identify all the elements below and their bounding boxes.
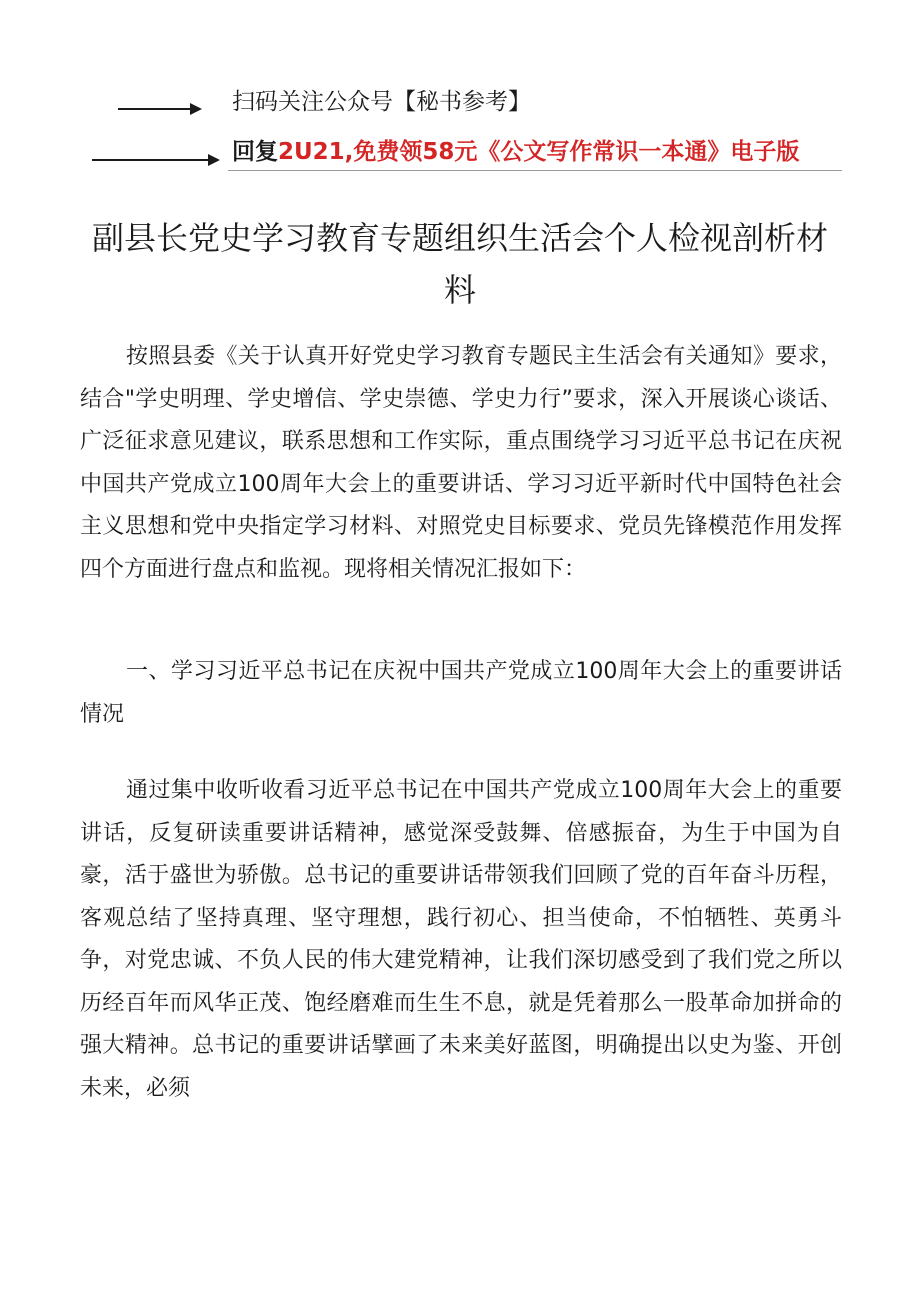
promo-reply-prefix: 回复 [232, 139, 278, 165]
promo-reply-text [232, 137, 799, 167]
section-heading-1: 一、学习习近平总书记在庆祝中国共产党成立100周年大会上的重要讲话情况 [80, 659, 842, 727]
paragraph-intro: 按照县委《关于认真开好党史学习教育专题民主生活会有关通知》要求，结合"学史明理、学史增信、学史崇德、学史力行”要求，深入开展谈心谈话、广泛征求意见建议，联系思想和工作实际，重点围绕学习习近平总书记在庆祝中国共产党成立100周年大会上的重要讲话、学习习近平新时代中国特色社会主义思想和党中央指定学习材料、对照党史目标要求、党员先锋模范作用发挥四个方面进行盘点和监视。现将相关情况汇报如下： [80, 344, 842, 582]
promo-reply-offer: 2U21,免费领58元《公文写作常识一本通》电子版 [278, 139, 800, 165]
arrow-icon [118, 108, 190, 110]
header-divider [228, 170, 842, 171]
document-title: 副县长党史学习教育专题组织生活会个人检视剖析材料 [91, 219, 828, 309]
arrow-icon [92, 159, 208, 161]
paragraph-body: 通过集中收听收看习近平总书记在中国共产党成立100周年大会上的重要讲话，反复研读重要讲话精神，感觉深受鼓舞、倍感振奋，为生于中国为自豪，活于盛世为骄傲。总书记的重要讲话带领我们回顾了党的百年奋斗历程，客观总结了坚持真理、坚守理想，践行初心、担当使命，不怕牺牲、英勇斗争，对党忠诚、不负人民的伟大建党精神，让我们深切感受到了我们党之所以历经百年而风华正茂、饱经磨难而生生不息，就是凭着那么一股革命加拼命的强大精神。总书记的重要讲话擘画了未来美好蓝图，明确提出以史为鉴、开创未来，必须 [80, 778, 842, 1101]
promo-follow-text: 扫码关注公众号【秘书参考】 [232, 89, 531, 115]
